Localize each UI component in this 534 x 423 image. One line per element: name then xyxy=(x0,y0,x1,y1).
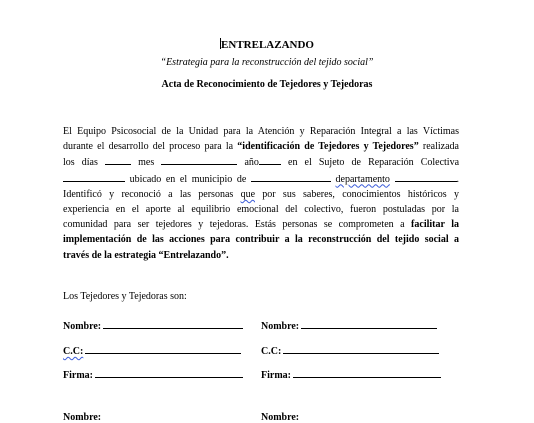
cc-line xyxy=(283,343,439,354)
blank-municipality xyxy=(251,171,331,182)
paragraph-line: implementación de las acciones para contribuir a la reconstrucción del tejido social a xyxy=(63,234,459,246)
signature-name-field-1: Nombre: xyxy=(63,318,243,332)
paragraph-line: los días mes año en el Sujeto de Reparación Colectiva xyxy=(63,154,459,170)
blank-subject xyxy=(63,171,125,182)
signature-name-field-2: Nombre: xyxy=(261,318,437,332)
name-line xyxy=(103,318,243,329)
intro-text: Los Tejedores y Tejedoras son: xyxy=(63,291,187,302)
firma-line xyxy=(293,367,441,378)
signature-cc-field-1: C.C: xyxy=(63,343,241,357)
paragraph-line: durante el desarrollo del proceso para la “identificación de Tejedores y Tejedores” realizada xyxy=(63,141,459,153)
body-paragraph xyxy=(63,124,459,263)
signature-name-field-4: Nombre: xyxy=(261,412,300,423)
paragraph-line: comunidad para ser tejedores y tejedoras. Estás personas se comprometen a facilitar la xyxy=(63,219,459,231)
blank-department xyxy=(395,171,457,182)
paragraph-line: ubicado en el municipio de departamento . xyxy=(63,171,459,187)
document-title: ENTRELAZANDO xyxy=(221,39,314,51)
name-line xyxy=(301,318,437,329)
document-heading: Acta de Reconocimiento de Tejedores y Tejedoras xyxy=(161,79,373,90)
document-subtitle: “Estrategia para la reconstrucción del tejido social” xyxy=(160,57,374,68)
signature-firma-field-2: Firma: xyxy=(261,367,441,381)
signature-cc-field-2: C.C: xyxy=(261,343,439,357)
blank-month xyxy=(161,154,237,165)
paragraph-line: El Equipo Psicosocial de la Unidad para la Atención y Reparación Integral a las Víctimas xyxy=(63,126,459,137)
cc-line xyxy=(85,343,241,354)
blank-year xyxy=(259,154,281,165)
paragraph-line: Identificó y reconoció a las personas que por sus saberes, conocimientos históricos y xyxy=(63,188,459,200)
blank-days xyxy=(105,154,131,165)
paragraph-line: través de la estrategia “Entrelazando”. xyxy=(63,249,229,261)
paragraph-line: experiencia en el aporte al equilibrio emocional del colectivo, fueron postuladas por la xyxy=(63,204,459,216)
signature-firma-field-1: Firma: xyxy=(63,367,243,381)
signature-name-field-3: Nombre: xyxy=(63,412,102,423)
firma-line xyxy=(95,367,243,378)
